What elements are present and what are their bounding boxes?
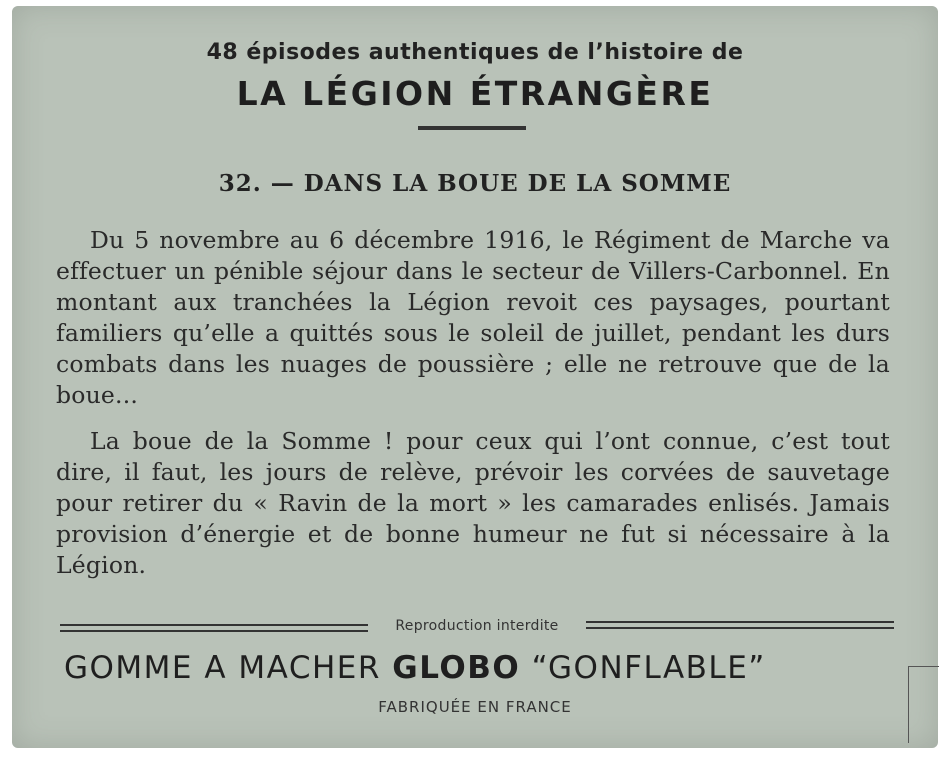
title-divider: [418, 126, 526, 130]
paragraph-1: Du 5 novembre au 6 décembre 1916, le Régiment de Marche va effectuer un pénible séjour dans le secteur de Villers-Carbonnel. En montant aux tranchées la Légion revoit ces paysages, pourtant familiers qu’elle a quittés sous le soleil de juillet, pendant les durs combats dans les nuages de poussière ; elle ne retrouve que de la boue...: [56, 226, 890, 409]
card-corner-mark: [908, 666, 939, 743]
paragraph-2: La boue de la Somme ! pour ceux qui l’ont connue, c’est tout dire, il faut, les jours de relève, prévoir les corvées de sauvetage pour retirer du « Ravin de la mort » les camarades enlisés. Jamais provision d’énergie et de bonne humeur ne fut si nécessaire à la Légion.: [56, 427, 890, 579]
brand-suffix: “GONFLABLE”: [531, 650, 766, 686]
footer-rule-right: [586, 621, 894, 629]
reproduction-notice: Reproduction interdite: [395, 618, 559, 634]
brand-name: GLOBO: [392, 650, 521, 686]
series-line: 48 épisodes authentiques de l’histoire de: [206, 40, 744, 65]
footer-rule-left: [60, 624, 368, 632]
brand-prefix: GOMME A MACHER: [64, 650, 381, 686]
episode-title: 32. — DANS LA BOUE DE LA SOMME: [218, 170, 732, 197]
made-in-label: FABRIQUÉE EN FRANCE: [378, 698, 572, 716]
series-name: LA LÉGION ÉTRANGÈRE: [236, 74, 714, 113]
brand-line: [64, 650, 904, 686]
